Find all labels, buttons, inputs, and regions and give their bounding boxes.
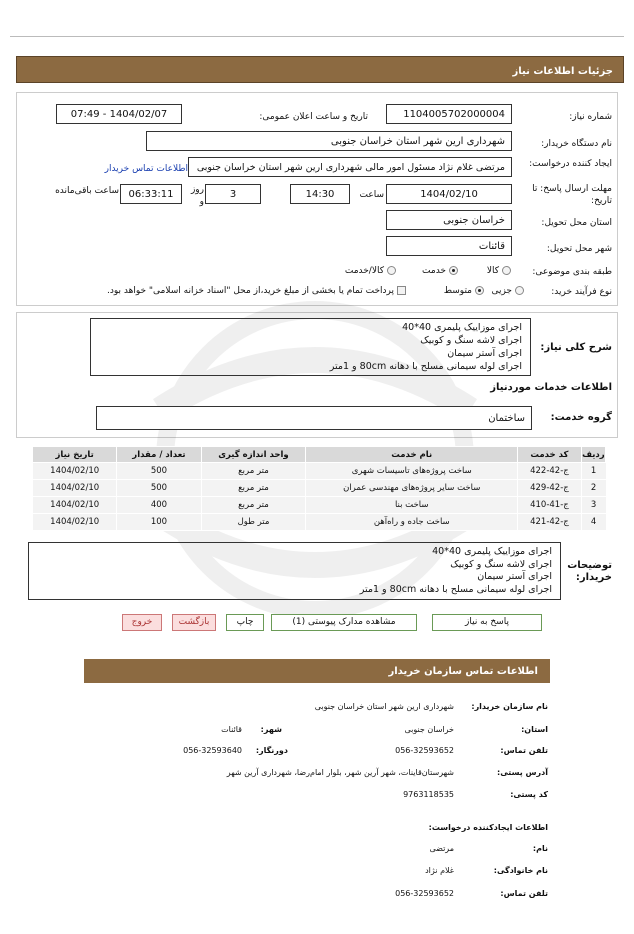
cell-row: 1 (581, 463, 605, 480)
table-row (33, 497, 606, 514)
contact-section-title: اطلاعات تماس سازمان خریدار (84, 659, 550, 683)
city-contact-label: شهر: (260, 725, 282, 734)
buyer-notes-box (28, 542, 561, 600)
category-option-both[interactable]: کالا/خدمت (345, 266, 396, 276)
cell-code: ج-42-422 (518, 463, 582, 480)
services-section-title: اطلاعات خدمات موردنیاز (490, 382, 612, 393)
creator-phone-label: تلفن تماس: (500, 889, 548, 898)
cell-unit: متر مربع (201, 463, 306, 480)
cell-date: 1404/02/10 (33, 497, 117, 514)
cell-name: ساخت سایر پروژه‌های مهندسی عمران (306, 480, 518, 497)
table-row (33, 463, 606, 480)
col-quantity: تعداد / مقدار (117, 447, 201, 463)
attachments-button[interactable]: مشاهده مدارک پیوستی (1) (271, 614, 417, 631)
address-label: آدرس پستی: (497, 768, 548, 777)
radio-icon[interactable] (502, 266, 511, 275)
buyer-notes-line: اجرای لاشه سنگ و کوبیک (450, 558, 552, 570)
fax-label: دورنگار: (255, 746, 288, 755)
cell-row: 4 (581, 514, 605, 531)
description-line: اجرای لاشه سنگ و کوبیک (420, 335, 522, 346)
buyer-label: نام دستگاه خریدار: (541, 139, 612, 149)
back-button[interactable]: بازگشت (172, 614, 216, 631)
province-contact-label: استان: (521, 725, 548, 734)
description-label: شرح کلی نیاز: (540, 342, 612, 353)
category-label: طبقه بندی موضوعی: (532, 267, 612, 277)
category-option-service[interactable]: خدمت (422, 266, 458, 276)
cell-unit: متر مربع (201, 480, 306, 497)
process-label: نوع فرآیند خرید: (551, 287, 612, 297)
need-number-field: 1104005702000004 (386, 104, 512, 124)
cell-code: ج-42-421 (518, 514, 582, 531)
page-title: جزئیات اطلاعات نیاز (16, 56, 624, 83)
province-field: خراسان جنوبی (386, 210, 512, 230)
cell-name: ساخت بنا (306, 497, 518, 514)
category-option-goods[interactable]: کالا (487, 266, 511, 276)
payment-note[interactable]: پرداخت تمام یا بخشی از مبلغ خرید،از محل "اسناد خزانه اسلامی" خواهد بود. (107, 286, 406, 296)
cell-quantity: 400 (117, 497, 201, 514)
description-line: اجرای موزاییک پلیمری 40*40 (402, 322, 522, 333)
announce-field: 1404/02/07 - 07:49 (56, 104, 182, 124)
cell-date: 1404/02/10 (33, 514, 117, 531)
cell-unit: متر طول (201, 514, 306, 531)
exit-button[interactable]: خروج (122, 614, 162, 631)
top-divider (10, 36, 624, 37)
table-header-row (33, 447, 606, 463)
buyer-notes-label: توضیحات خریدار: (567, 560, 612, 583)
services-table (32, 446, 606, 531)
process-option-medium[interactable]: متوسط (444, 286, 484, 296)
buyer-field: شهرداری ارین شهر استان خراسان جنوبی (146, 131, 512, 151)
cell-name: ساخت پروژه‌های تاسیسات شهری (306, 463, 518, 480)
org-label: نام سازمان خریدار: (471, 702, 548, 711)
cell-quantity: 500 (117, 480, 201, 497)
city-contact-value: قائنات (221, 725, 242, 734)
creator-section-title: اطلاعات ایجادکننده درخواست: (428, 823, 548, 832)
col-date: تاریخ نیاز (33, 447, 117, 463)
cell-date: 1404/02/10 (33, 463, 117, 480)
col-row: ردیف (581, 447, 605, 463)
fax-value: 056-32593640 (183, 746, 242, 755)
creator-field: مرتضی غلام نژاد مسئول امور مالی شهرداری ارین شهر استان خراسان جنوبی (188, 157, 512, 177)
cell-row: 2 (581, 480, 605, 497)
description-box (90, 318, 531, 376)
deadline-label: مهلت ارسال پاسخ: تا تاریخ: (532, 184, 612, 206)
service-group-field: ساختمان (96, 406, 532, 430)
buyer-notes-line: اجرای موزاییک پلیمری 40*40 (432, 546, 552, 557)
deadline-time-label: ساعت (359, 190, 384, 200)
creator-name-label: نام: (532, 844, 548, 853)
buyer-contact-link[interactable]: اطلاعات تماس خریدار (104, 164, 188, 174)
col-unit: واحد اندازه گیری (201, 447, 306, 463)
radio-selected-icon[interactable] (449, 266, 458, 275)
buyer-notes-line: اجرای آستر سیمان (477, 571, 552, 582)
postal-value: 9763118535 (403, 790, 454, 799)
province-label: استان محل تحویل: (541, 218, 612, 228)
print-button[interactable]: چاپ (226, 614, 264, 631)
description-line: اجرای آستر سیمان (447, 348, 522, 359)
cell-unit: متر مربع (201, 497, 306, 514)
table-row (33, 480, 606, 497)
buyer-notes-line: اجرای لوله سیمانی مسلح با دهانه 80cm و 1متر (359, 583, 552, 595)
city-field: قائنات (386, 236, 512, 256)
province-contact-value: خراسان جنوبی (404, 725, 454, 734)
deadline-date-field: 1404/02/10 (386, 184, 512, 204)
city-label: شهر محل تحویل: (546, 244, 612, 254)
creator-name-value: مرتضی (429, 844, 454, 853)
process-option-minor[interactable]: جزیی (491, 286, 524, 296)
deadline-time-field: 14:30 (290, 184, 350, 204)
cell-date: 1404/02/10 (33, 480, 117, 497)
announce-label: تاریخ و ساعت اعلان عمومی: (259, 112, 368, 122)
description-line: اجرای لوله سیمانی مسلح با دهانه 80cm و 1متر (329, 361, 522, 372)
postal-label: کد پستی: (510, 790, 548, 799)
phone-label: تلفن تماس: (500, 746, 548, 755)
remaining-days-field: 3 (205, 184, 261, 204)
phone-value: 056-32593652 (395, 746, 454, 755)
cell-row: 3 (581, 497, 605, 514)
cell-quantity: 100 (117, 514, 201, 531)
days-label: روز و (190, 185, 204, 207)
cell-quantity: 500 (117, 463, 201, 480)
creator-family-value: غلام نژاد (425, 866, 454, 875)
creator-label: ایجاد کننده درخواست: (529, 159, 612, 169)
radio-icon[interactable] (387, 266, 396, 275)
remaining-time-field: 06:33:11 (120, 184, 182, 204)
creator-family-label: نام خانوادگی: (493, 866, 548, 875)
cell-name: ساخت جاده و راه‌آهن (306, 514, 518, 531)
cell-code: ج-42-429 (518, 480, 582, 497)
remaining-label: ساعت باقی‌مانده (55, 186, 119, 196)
service-group-label: گروه خدمت: (550, 412, 612, 423)
cell-code: ج-41-410 (518, 497, 582, 514)
creator-phone-value: 056-32593652 (395, 889, 454, 898)
col-name: نام خدمت (306, 447, 518, 463)
need-number-label: شماره نیاز: (569, 112, 612, 122)
reply-button[interactable]: پاسخ به نیاز (432, 614, 542, 631)
org-value: شهرداری ارین شهر استان خراسان جنوبی (314, 702, 454, 711)
table-row (33, 514, 606, 531)
col-code: کد خدمت (518, 447, 582, 463)
address-value: شهرستان‌قاینات، شهر آرین شهر، بلوار امام‌رضا، شهرداری آرین شهر (226, 768, 454, 777)
